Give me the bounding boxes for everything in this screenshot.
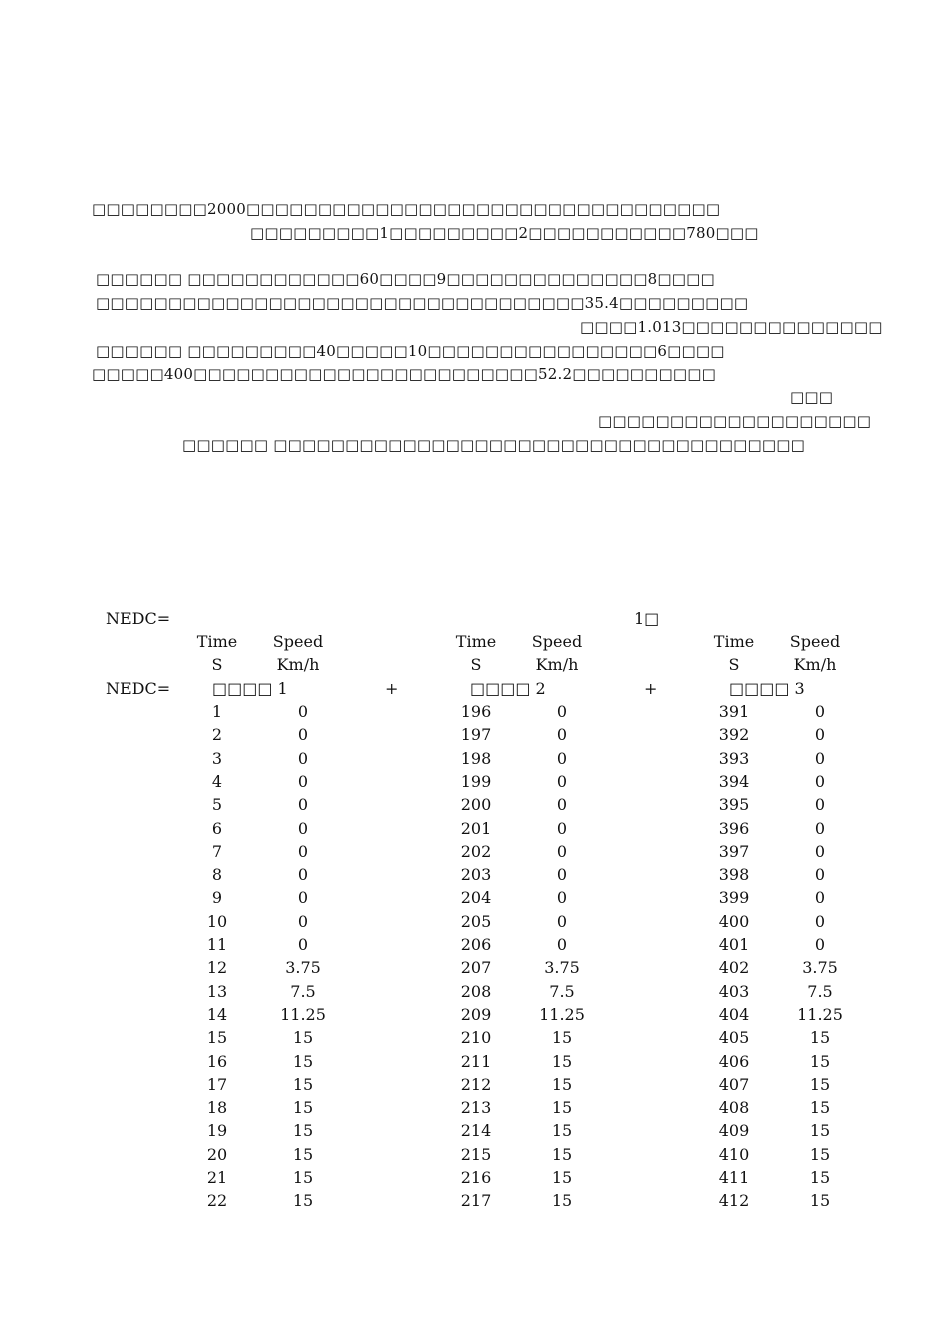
speed-cell: 0 [556, 912, 568, 931]
speed-cell: 0 [297, 865, 309, 884]
speed-cell: 0 [556, 888, 568, 907]
time-cell: 2 [211, 725, 223, 744]
segment-label: □□□□ 1 [212, 679, 288, 698]
time-cell: 215 [460, 1145, 492, 1164]
time-cell: 209 [460, 1005, 492, 1024]
speed-cell: 15 [551, 1075, 573, 1094]
speed-cell: 15 [292, 1098, 314, 1117]
speed-cell: 15 [551, 1191, 573, 1210]
time-cell: 408 [718, 1098, 750, 1117]
time-cell: 210 [460, 1028, 492, 1047]
plus-sign: + [385, 679, 399, 698]
time-cell: 211 [460, 1052, 492, 1071]
intro-line: □□□□□□□□2000□□□□□□□□□□□□□□□□□□□□□□□□□□□□□□□□□ [92, 200, 721, 218]
time-cell: 21 [206, 1168, 228, 1187]
speed-cell: 15 [809, 1098, 831, 1117]
speed-cell: 0 [297, 819, 309, 838]
speed-cell: 11.25 [539, 1005, 585, 1024]
speed-cell: 3.75 [285, 958, 321, 977]
speed-cell: 7.5 [807, 982, 833, 1001]
speed-cell: 0 [556, 795, 568, 814]
time-cell: 409 [718, 1121, 750, 1140]
speed-cell: 0 [814, 749, 826, 768]
speed-cell: 0 [556, 725, 568, 744]
time-cell: 198 [460, 749, 492, 768]
speed-cell: 15 [809, 1145, 831, 1164]
time-cell: 197 [460, 725, 492, 744]
speed-cell: 0 [814, 772, 826, 791]
time-cell: 395 [718, 795, 750, 814]
time-cell: 213 [460, 1098, 492, 1117]
time-cell: 394 [718, 772, 750, 791]
speed-cell: 0 [297, 795, 309, 814]
time-header: Time [455, 632, 497, 651]
time-cell: 402 [718, 958, 750, 977]
time-unit: S [728, 655, 740, 674]
time-cell: 391 [718, 702, 750, 721]
time-cell: 5 [211, 795, 223, 814]
intro-line: □□□□□400□□□□□□□□□□□□□□□□□□□□□□□□52.2□□□□□□□□□□ [92, 365, 716, 383]
intro-line: □□□□□□ □□□□□□□□□□□□60□□□□9□□□□□□□□□□□□□□8□□□□ [96, 270, 715, 288]
time-cell: 17 [206, 1075, 228, 1094]
speed-cell: 15 [809, 1191, 831, 1210]
speed-cell: 0 [297, 772, 309, 791]
time-cell: 1 [211, 702, 223, 721]
segment-label: □□□□ 2 [470, 679, 546, 698]
speed-cell: 15 [292, 1191, 314, 1210]
time-cell: 9 [211, 888, 223, 907]
time-cell: 398 [718, 865, 750, 884]
time-cell: 399 [718, 888, 750, 907]
time-cell: 196 [460, 702, 492, 721]
time-cell: 19 [206, 1121, 228, 1140]
time-header: Time [713, 632, 755, 651]
time-header: Time [196, 632, 238, 651]
time-cell: 8 [211, 865, 223, 884]
speed-cell: 0 [556, 702, 568, 721]
speed-cell: 15 [292, 1168, 314, 1187]
intro-line: □□□□□□ □□□□□□□□□40□□□□□10□□□□□□□□□□□□□□□□6□□□□ [96, 342, 725, 360]
time-unit: S [470, 655, 482, 674]
speed-unit: Km/h [276, 655, 320, 674]
speed-cell: 0 [814, 935, 826, 954]
speed-cell: 0 [297, 935, 309, 954]
time-cell: 397 [718, 842, 750, 861]
time-cell: 206 [460, 935, 492, 954]
speed-cell: 15 [551, 1028, 573, 1047]
segment-label: □□□□ 3 [729, 679, 805, 698]
time-cell: 14 [206, 1005, 228, 1024]
intro-line: □□□□□□□□□1□□□□□□□□□2□□□□□□□□□□□780□□□ [250, 224, 759, 242]
speed-cell: 15 [551, 1121, 573, 1140]
time-cell: 7 [211, 842, 223, 861]
time-cell: 396 [718, 819, 750, 838]
time-cell: 411 [718, 1168, 750, 1187]
speed-cell: 15 [809, 1168, 831, 1187]
time-cell: 392 [718, 725, 750, 744]
intro-line: □□□□□□ □□□□□□□□□□□□□□□□□□□□□□□□□□□□□□□□□□□□□ [182, 436, 805, 454]
time-cell: 214 [460, 1121, 492, 1140]
time-cell: 393 [718, 749, 750, 768]
speed-cell: 15 [292, 1052, 314, 1071]
speed-cell: 15 [551, 1168, 573, 1187]
speed-cell: 15 [292, 1028, 314, 1047]
intro-line: □□□□1.013□□□□□□□□□□□□□□ [580, 318, 883, 336]
time-unit: S [211, 655, 223, 674]
time-cell: 407 [718, 1075, 750, 1094]
time-cell: 217 [460, 1191, 492, 1210]
intro-line: □□□□□□□□□□□□□□□□□□□ [598, 412, 872, 430]
time-cell: 216 [460, 1168, 492, 1187]
time-cell: 15 [206, 1028, 228, 1047]
speed-cell: 0 [297, 842, 309, 861]
speed-cell: 15 [292, 1145, 314, 1164]
speed-cell: 0 [814, 842, 826, 861]
time-cell: 400 [718, 912, 750, 931]
time-cell: 10 [206, 912, 228, 931]
speed-cell: 15 [809, 1028, 831, 1047]
time-cell: 16 [206, 1052, 228, 1071]
speed-cell: 0 [556, 749, 568, 768]
speed-cell: 0 [297, 749, 309, 768]
intro-line: □□□ [790, 388, 834, 406]
time-cell: 204 [460, 888, 492, 907]
speed-cell: 11.25 [797, 1005, 843, 1024]
time-cell: 3 [211, 749, 223, 768]
time-cell: 208 [460, 982, 492, 1001]
time-cell: 403 [718, 982, 750, 1001]
time-cell: 20 [206, 1145, 228, 1164]
speed-cell: 0 [814, 888, 826, 907]
nedc-label: NEDC= [106, 679, 171, 698]
time-cell: 201 [460, 819, 492, 838]
speed-cell: 15 [292, 1121, 314, 1140]
intro-line: □□□□□□□□□□□□□□□□□□□□□□□□□□□□□□□□□□35.4□□□□□□□□□ [96, 294, 749, 312]
time-cell: 11 [206, 935, 228, 954]
speed-cell: 0 [297, 725, 309, 744]
speed-cell: 15 [809, 1121, 831, 1140]
speed-cell: 3.75 [802, 958, 838, 977]
speed-cell: 0 [556, 865, 568, 884]
nedc-label: NEDC= [106, 609, 171, 628]
speed-cell: 0 [556, 842, 568, 861]
speed-cell: 3.75 [544, 958, 580, 977]
time-cell: 412 [718, 1191, 750, 1210]
speed-cell: 0 [814, 819, 826, 838]
time-cell: 22 [206, 1191, 228, 1210]
table-number: 1□ [634, 609, 660, 628]
speed-cell: 0 [814, 702, 826, 721]
plus-sign: + [644, 679, 658, 698]
speed-cell: 0 [814, 865, 826, 884]
time-cell: 405 [718, 1028, 750, 1047]
speed-cell: 11.25 [280, 1005, 326, 1024]
time-cell: 6 [211, 819, 223, 838]
time-cell: 410 [718, 1145, 750, 1164]
speed-cell: 7.5 [549, 982, 575, 1001]
speed-cell: 0 [814, 725, 826, 744]
time-cell: 404 [718, 1005, 750, 1024]
time-cell: 203 [460, 865, 492, 884]
speed-cell: 0 [297, 702, 309, 721]
time-cell: 18 [206, 1098, 228, 1117]
speed-header: Speed [531, 632, 583, 651]
speed-cell: 0 [556, 819, 568, 838]
speed-unit: Km/h [793, 655, 837, 674]
speed-cell: 15 [809, 1075, 831, 1094]
time-cell: 406 [718, 1052, 750, 1071]
speed-cell: 15 [809, 1052, 831, 1071]
time-cell: 13 [206, 982, 228, 1001]
time-cell: 202 [460, 842, 492, 861]
speed-cell: 0 [556, 772, 568, 791]
speed-cell: 15 [292, 1075, 314, 1094]
speed-cell: 7.5 [290, 982, 316, 1001]
speed-cell: 0 [814, 795, 826, 814]
time-cell: 12 [206, 958, 228, 977]
time-cell: 205 [460, 912, 492, 931]
time-cell: 212 [460, 1075, 492, 1094]
speed-cell: 15 [551, 1052, 573, 1071]
speed-cell: 15 [551, 1098, 573, 1117]
speed-cell: 0 [814, 912, 826, 931]
time-cell: 401 [718, 935, 750, 954]
speed-cell: 0 [297, 912, 309, 931]
speed-cell: 15 [551, 1145, 573, 1164]
speed-cell: 0 [297, 888, 309, 907]
speed-cell: 0 [556, 935, 568, 954]
time-cell: 207 [460, 958, 492, 977]
time-cell: 199 [460, 772, 492, 791]
speed-unit: Km/h [535, 655, 579, 674]
speed-header: Speed [272, 632, 324, 651]
speed-header: Speed [789, 632, 841, 651]
time-cell: 200 [460, 795, 492, 814]
time-cell: 4 [211, 772, 223, 791]
